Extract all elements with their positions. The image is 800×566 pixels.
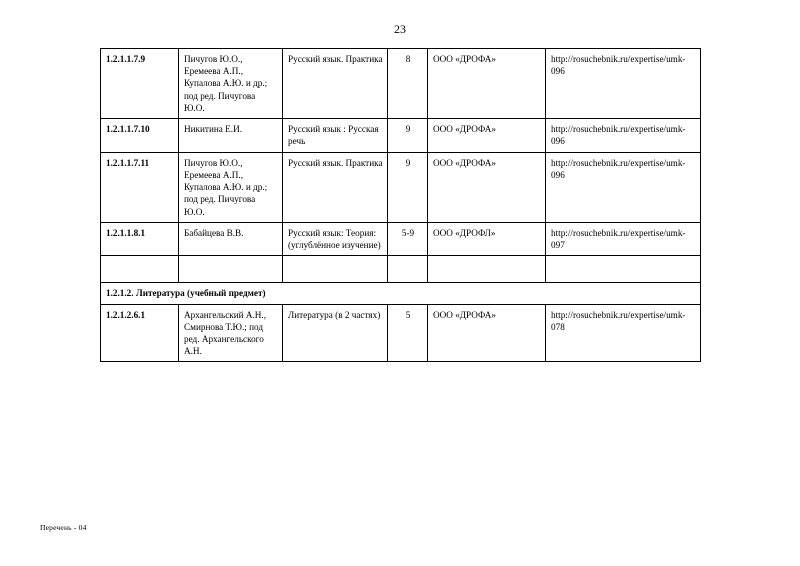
cell-url: http://rosuchebnik.ru/expertise/umk-097 [546, 222, 701, 255]
cell-grade: 9 [388, 119, 428, 152]
cell-publisher: ООО «ДРОФА» [428, 49, 546, 119]
spacer-cell [179, 256, 283, 283]
cell-grade: 5-9 [388, 222, 428, 255]
table-row [101, 222, 701, 255]
cell-code: 1.2.1.1.8.1 [101, 222, 179, 255]
cell-url: http://rosuchebnik.ru/expertise/umk-096 [546, 49, 701, 119]
registry-table [100, 48, 701, 362]
section-heading: 1.2.1.2. Литература (учебный предмет) [101, 283, 701, 304]
cell-grade: 9 [388, 152, 428, 222]
cell-code: 1.2.1.1.7.10 [101, 119, 179, 152]
cell-author: Никитина Е.И. [179, 119, 283, 152]
cell-grade: 5 [388, 304, 428, 362]
cell-title: Русский язык. Практика [283, 152, 388, 222]
footer-note: Перечень - 04 [40, 523, 87, 532]
table-row [101, 152, 701, 222]
cell-code: 1.2.1.1.7.11 [101, 152, 179, 222]
cell-title: Русский язык : Русская речь [283, 119, 388, 152]
spacer-cell [283, 256, 388, 283]
cell-author: Пичугов Ю.О., Еремеева А.П., Купалова А.Ю. и др.; под ред. Пичугова Ю.О. [179, 49, 283, 119]
cell-url: http://rosuchebnik.ru/expertise/umk-096 [546, 152, 701, 222]
cell-grade: 8 [388, 49, 428, 119]
cell-title: Русский язык: Теория: (углублённое изучение) [283, 222, 388, 255]
table-row [101, 119, 701, 152]
spacer-cell [546, 256, 701, 283]
cell-publisher: ООО «ДРОФЛ» [428, 222, 546, 255]
table-section-row [101, 283, 701, 304]
cell-code: 1.2.1.2.6.1 [101, 304, 179, 362]
cell-publisher: ООО «ДРОФА» [428, 304, 546, 362]
cell-publisher: ООО «ДРОФА» [428, 152, 546, 222]
spacer-cell [388, 256, 428, 283]
cell-author: Бабайцева В.В. [179, 222, 283, 255]
spacer-cell [101, 256, 179, 283]
cell-author: Пичугов Ю.О., Еремеева А.П., Купалова А.Ю. и др.; под ред. Пичугова Ю.О. [179, 152, 283, 222]
table-row [101, 304, 701, 362]
page-number: 23 [394, 22, 406, 36]
cell-publisher: ООО «ДРОФА» [428, 119, 546, 152]
cell-title: Русский язык. Практика [283, 49, 388, 119]
cell-title: Литература (в 2 частях) [283, 304, 388, 362]
textbook-registry-table [100, 48, 700, 362]
cell-author: Архангельский А.Н., Смирнова Т.Ю.; под ред. Архангельского А.Н. [179, 304, 283, 362]
table-spacer-row [101, 256, 701, 283]
cell-url: http://rosuchebnik.ru/expertise/umk-096 [546, 119, 701, 152]
cell-url: http://rosuchebnik.ru/expertise/umk-078 [546, 304, 701, 362]
cell-code: 1.2.1.1.7.9 [101, 49, 179, 119]
table-row [101, 49, 701, 119]
spacer-cell [428, 256, 546, 283]
